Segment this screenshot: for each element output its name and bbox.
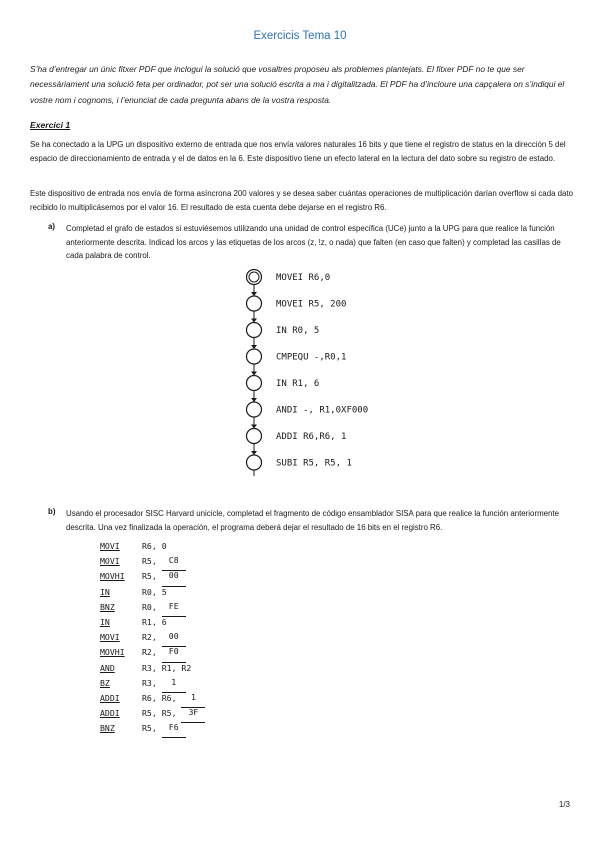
filled-blank: F0 xyxy=(162,647,186,662)
opcode: ADDI xyxy=(100,708,120,719)
filled-blank: 1 xyxy=(162,678,186,693)
state-label: CMPEQU -,R0,1 xyxy=(276,352,347,363)
operands: R5, R5, xyxy=(142,708,182,719)
operands: R6, 0 xyxy=(142,541,167,551)
opcode: MOVI xyxy=(100,541,120,551)
filled-blank: C8 xyxy=(162,556,186,571)
initial-state-ring xyxy=(249,272,259,282)
filled-blank: FE xyxy=(162,602,186,617)
operands: R2, xyxy=(142,632,162,643)
item-b-label: b) xyxy=(48,507,56,516)
filled-blank: 1 xyxy=(181,693,205,708)
operands: R2, xyxy=(142,647,162,658)
item-a-label: a) xyxy=(48,222,56,231)
operands: R0, xyxy=(142,601,162,612)
code-line xyxy=(100,587,205,602)
code-line xyxy=(100,602,205,617)
assembly-code xyxy=(100,541,205,738)
state-label: SUBI R5, R5, 1 xyxy=(276,458,352,469)
arrow-head xyxy=(251,319,257,323)
opcode: MOVHI xyxy=(100,647,125,658)
operands: R3, xyxy=(142,677,162,688)
opcode: IN xyxy=(100,616,110,627)
arrow-head xyxy=(251,292,257,296)
code-line xyxy=(100,617,205,632)
code-line xyxy=(100,556,205,571)
operands: R1, 6 xyxy=(142,616,167,627)
page-number: 1/3 xyxy=(558,800,570,809)
code-line xyxy=(100,632,205,647)
arrow-head xyxy=(251,451,257,455)
code-line xyxy=(100,678,205,693)
operands: R5, xyxy=(142,556,162,567)
state-node xyxy=(247,455,262,470)
filled-blank: F6 xyxy=(162,723,186,738)
opcode: BNZ xyxy=(100,723,115,734)
opcode: MOVI xyxy=(100,556,120,567)
state-node xyxy=(247,296,262,311)
opcode: AND xyxy=(100,662,115,673)
item-b-text: Usando el procesador SISC Harvard unicicle, completad el fragmento de código ensamblador SISA para que realice la función anteriormente descrita. Una vez finalizada la operación, el programa deberá dejar el resultado de 16 bits en el registro R6. xyxy=(66,509,560,532)
arrow-head xyxy=(251,425,257,429)
state-graph xyxy=(236,266,436,476)
intro-text: S’ha d’entregar un únic fitxer PDF que inclogui la solució que vosaltres proposeu als problemes plantejats. El fitxer PDF no te que ser necessàriament una solució feta per ordinador, pot ser una solució escrita a ma i digitalitzada. El PDF ha d’incloure una capçalera on s’indiqui el vostre nom i cognoms, i l’enunciat de cada pregunta abans de la vostra resposta. xyxy=(30,64,565,105)
code-line xyxy=(100,541,205,556)
filled-blank: 00 xyxy=(162,632,186,647)
arrow-head xyxy=(251,345,257,349)
item-a-text: Completad el grafo de estados si estuviésemos utilizando una unidad de control específica (UCe) junto a la UPG para que realice la función anteriormente descrita. Indicad los arcos y las etiquetas de los arcos (z, !z, o nada) que falten (en caso que falten) y completad las casillas de cada palabra de control. xyxy=(66,224,561,261)
opcode: MOVI xyxy=(100,632,120,643)
state-label: IN R0, 5 xyxy=(276,326,320,336)
state-label: MOVEI R6,0 xyxy=(276,273,331,283)
code-line xyxy=(100,693,205,708)
operands: R6, R6, xyxy=(142,692,182,703)
paragraph-1: Se ha conectado a la UPG un dispositivo externo de entrada que nos envía valores naturales 16 bits y que tiene el registro de status en la dirección 5 del espacio de direccionamiento de entrada y el de datos en la 6. Este dispositivo tiene un efecto lateral en la lectura del dato sobre su registro de estado. xyxy=(30,140,566,163)
state-label: ANDI -, R1,0XF000 xyxy=(276,405,369,416)
state-label: IN R1, 6 xyxy=(276,379,320,389)
opcode: ADDI xyxy=(100,692,120,703)
opcode: MOVHI xyxy=(100,571,125,582)
code-line xyxy=(100,723,205,738)
arrow-head xyxy=(251,372,257,376)
state-node xyxy=(247,376,262,391)
code-line xyxy=(100,647,205,662)
operands: R3, R1, R2 xyxy=(142,662,192,673)
state-node xyxy=(247,323,262,338)
state-label: ADDI R6,R6, 1 xyxy=(276,432,347,442)
opcode: BNZ xyxy=(100,601,115,612)
filled-blank: 00 xyxy=(162,571,186,586)
paragraph-2: Este dispositivo de entrada nos envía de forma asíncrona 200 valores y se desea saber cuántas operaciones de multiplicación darían overflow si cada dato recibido lo multiplicásemos por el valor 16. El resultado de esta cuenta debe dejarse en el registro R6. xyxy=(30,189,574,212)
state-label: MOVEI R5, 200 xyxy=(276,299,347,310)
page-title: Exercicis Tema 10 xyxy=(253,30,347,42)
operands: R5, xyxy=(142,723,162,734)
state-node xyxy=(247,349,262,364)
code-line xyxy=(100,663,205,678)
state-node xyxy=(247,429,262,444)
opcode: BZ xyxy=(100,677,110,688)
filled-blank: 3F xyxy=(181,708,205,723)
arrow-head xyxy=(251,398,257,402)
opcode: IN xyxy=(100,586,110,597)
operands: R5, xyxy=(142,571,162,582)
code-line xyxy=(100,708,205,723)
state-node xyxy=(247,402,262,417)
exercise-heading: Exercici 1 xyxy=(30,120,71,130)
code-line xyxy=(100,571,205,586)
operands: R0, 5 xyxy=(142,586,167,597)
